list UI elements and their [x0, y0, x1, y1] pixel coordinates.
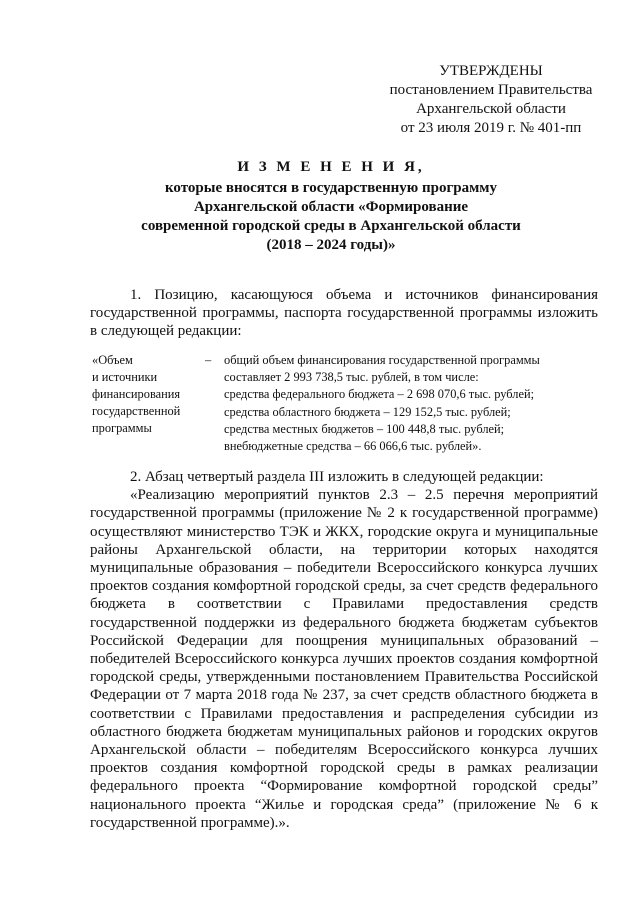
heading-line: которые вносятся в государственную программу — [164, 180, 498, 196]
value-line: средства областного бюджета – 129 152,5 тыс. рублей; — [224, 404, 511, 419]
table-dash: – — [205, 353, 212, 367]
value-line: общий объем финансирования государственной программы — [224, 353, 540, 367]
label-line: государственной — [92, 404, 181, 418]
label-line: финансирования — [92, 387, 181, 401]
value-line: средства федерального бюджета – 2 698 070,6 тыс. рублей; — [224, 387, 535, 402]
item-1-text: 1. Позицию, касающуюся объема и источников финансирования государственной программы, паспорта государственной программы изложить в следующей редакции: — [90, 287, 598, 340]
value-line: средства местных бюджетов – 100 448,8 тыс. рублей; — [224, 421, 505, 436]
financing-table-label — [92, 352, 197, 437]
approval-line: от 23 июля 2019 г. № 401-пп — [400, 120, 582, 136]
label-line: и источники — [92, 370, 158, 384]
approval-line: Архангельской области — [416, 101, 566, 117]
heading-line: современной городской среды в Архангельской области — [141, 218, 521, 234]
value-line: внебюджетные средства – 66 066,6 тыс. рублей». — [224, 438, 482, 453]
approval-line: УТВЕРЖДЕНЫ — [439, 63, 543, 79]
heading-line: (2018 – 2024 годы)» — [266, 237, 396, 253]
approval-stamp — [380, 62, 602, 138]
item-2-text: «Реализацию мероприятий пунктов 2.3 – 2.5 перечня мероприятий государственной программы (приложение № 2 к государственной программе) осуществляют министерство ТЭК и ЖКХ, городские округа и муниципальные районы Архангельской области, на территории которых находятся муниципальные образования – победители Всероссийского конкурса лучших проектов создания комфортной городской среды, за счет средств федерального бюджета в соответствии с Правилами предоставления средств государственной поддержки из федерального бюджета бюджетам субъектов Российской Федерации для поощрения муниципальных образований – победителей Всероссийского конкурса лучших проектов создания комфортной городской среды, утвержденными постановлением Правительства Российской Федерации от 7 марта 2018 года № 237, за счет средств областного бюджета в соответствии с Правилами предоставления и распределения субсидии из областного бюджета бюджетам муниципальных районов и городских округов Архангельской области – победителям Всероссийского конкурса лучших проектов создания комфортной городской среды в рамках реализации федерального проекта “Формирование комфортной городской среды” национального проекта “Жилье и городская среда” (приложение № 6 к государственной программе).». — [90, 487, 598, 831]
approval-line: постановлением Правительства — [389, 82, 593, 98]
financing-table-values — [224, 352, 594, 455]
label-line: программы — [92, 421, 152, 435]
heading-line: Архангельской области «Формирование — [193, 199, 469, 215]
item-2-paragraph — [90, 468, 598, 832]
item-2-intro: 2. Абзац четвертый раздела III изложить в следующей редакции: — [130, 469, 544, 485]
heading-title: И З М Е Н Е Н И Я, — [237, 159, 425, 175]
value-line: составляет 2 993 738,5 тыс. рублей, в том числе: — [224, 370, 479, 385]
item-1-paragraph — [90, 286, 598, 341]
label-line: «Объем — [92, 353, 133, 367]
document-heading — [88, 158, 574, 255]
